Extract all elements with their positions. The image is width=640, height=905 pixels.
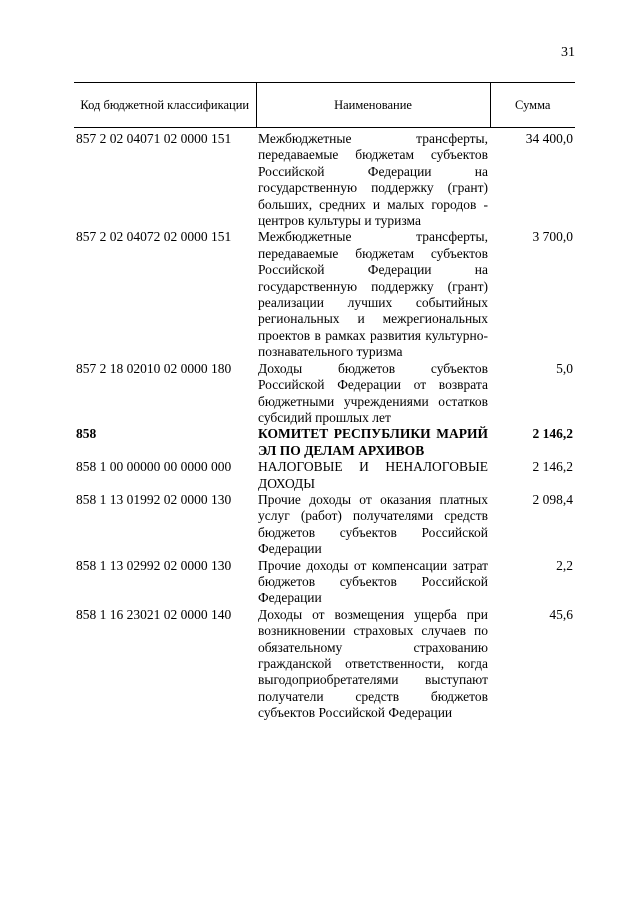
table-row [74, 558, 575, 607]
table-row [74, 426, 575, 459]
row-name: Доходы от возмещения ущерба при возникновении страховых случаев по обязательному страхованию гражданской ответственности, когда выгодоприобретателями выступают получатели средств бюджетов субъектов Российской Федерации [258, 606, 488, 721]
row-name: Прочие доходы от оказания платных услуг (работ) получателями средств бюджетов субъектов Российской Федерации [258, 491, 488, 557]
budget-revenue-table [74, 82, 575, 722]
row-name: Прочие доходы от компенсации затрат бюджетов субъектов Российской Федерации [258, 557, 488, 606]
table-header [74, 83, 575, 128]
row-code: 857 2 18 02010 02 0000 180 [76, 360, 232, 376]
row-name: Межбюджетные трансферты, передаваемые бюджетам субъектов Российской Федерации на государственную поддержку (грант) больших, средних и малых городов - центров культуры и туризма [258, 131, 488, 229]
table-row [74, 492, 575, 558]
row-amount: 2 146,2 [532, 459, 573, 475]
row-amount: 2,2 [556, 557, 573, 573]
table-row [74, 459, 575, 492]
header-name: Наименование [256, 83, 490, 128]
row-code: 857 2 02 04072 02 0000 151 [76, 229, 232, 245]
row-amount: 2 098,4 [532, 491, 573, 507]
header-code: Код бюджетной классификации [74, 83, 256, 128]
row-code: 858 1 00 00000 00 0000 000 [76, 459, 232, 475]
row-code: 858 [76, 426, 97, 442]
table-row [74, 128, 575, 230]
table-row [74, 607, 575, 722]
table-body [74, 128, 575, 722]
row-amount: 2 146,2 [532, 426, 573, 442]
row-code: 858 1 16 23021 02 0000 140 [76, 606, 232, 622]
page-number: 31 [561, 45, 575, 60]
row-code: 858 1 13 02992 02 0000 130 [76, 557, 232, 573]
row-name: КОМИТЕТ РЕСПУБЛИКИ МАРИЙ ЭЛ ПО ДЕЛАМ АРХИВОВ [258, 426, 488, 458]
header-amount: Сумма [490, 83, 575, 128]
table-row [74, 229, 575, 360]
row-amount: 45,6 [549, 606, 573, 622]
row-amount: 34 400,0 [525, 131, 573, 146]
row-code: 857 2 02 04071 02 0000 151 [76, 131, 232, 146]
row-amount: 3 700,0 [532, 229, 573, 245]
row-amount: 5,0 [556, 360, 573, 376]
row-name: Межбюджетные трансферты, передаваемые бюджетам субъектов Российской Федерации на государственную поддержку (грант) реализации лучших событийных региональных и межрегиональных проектов в рамках развития культурно-познавательного туризма [258, 229, 488, 360]
row-name: Доходы бюджетов субъектов Российской Федерации от возврата бюджетными учреждениями остатков субсидий прошлых лет [258, 360, 488, 425]
table-row [74, 361, 575, 427]
row-code: 858 1 13 01992 02 0000 130 [76, 491, 232, 507]
row-name: НАЛОГОВЫЕ И НЕНАЛОГОВЫЕ ДОХОДЫ [258, 459, 488, 491]
